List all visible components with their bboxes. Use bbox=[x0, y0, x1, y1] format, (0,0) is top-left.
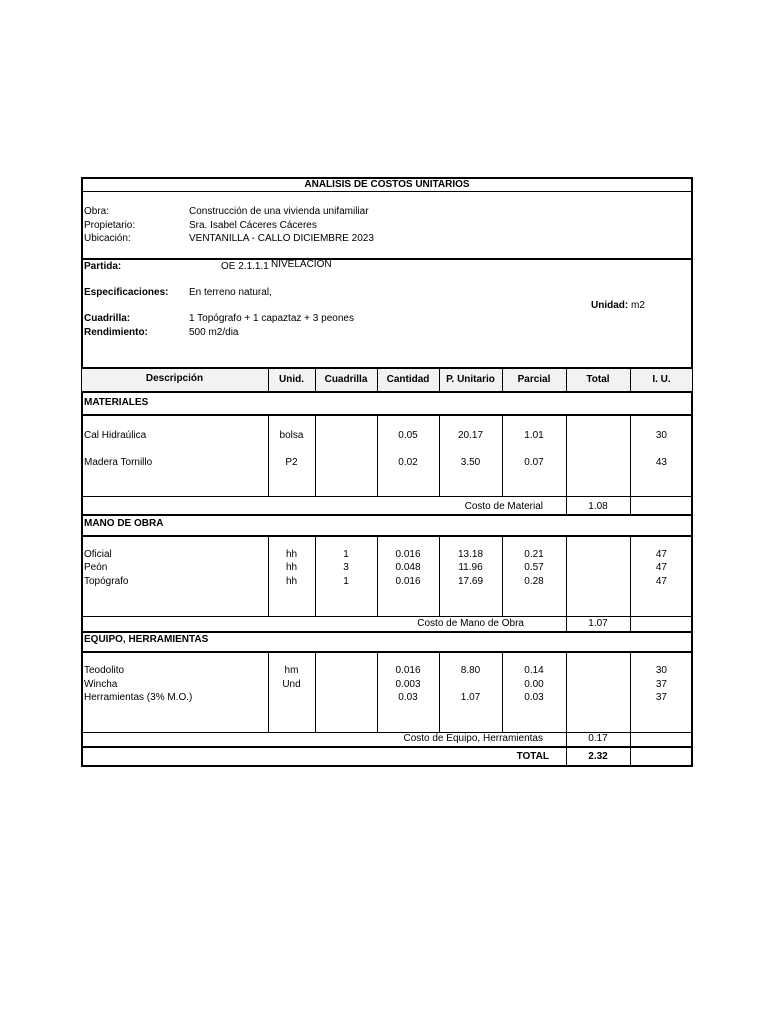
cuadrilla-label: Cuadrilla: bbox=[84, 313, 131, 324]
cuadrilla-value: 1 Topógrafo + 1 capaztaz + 3 peones bbox=[189, 313, 354, 324]
row-iu: 37 bbox=[655, 692, 667, 703]
col-cantidad: Cantidad bbox=[386, 374, 430, 385]
row-cantidad: 0.016 bbox=[395, 576, 421, 587]
row-cuadrilla: 3 bbox=[343, 562, 349, 573]
unidad-value: m2 bbox=[631, 300, 645, 311]
row-pu: 1.07 bbox=[460, 692, 481, 703]
especificaciones-label: Especificaciones: bbox=[84, 287, 169, 298]
row-parcial: 0.03 bbox=[524, 692, 544, 703]
obra-label: Obra: bbox=[84, 206, 110, 217]
total-value: 2.32 bbox=[588, 751, 608, 762]
row-iu: 37 bbox=[655, 679, 667, 690]
subtotal-equipo-value: 0.17 bbox=[588, 733, 608, 744]
row-unid: hh bbox=[285, 576, 298, 587]
row-desc: Wincha bbox=[84, 679, 118, 690]
row-unid: P2 bbox=[285, 457, 298, 468]
partida-name: NIVELACION bbox=[271, 259, 332, 270]
row-iu: 30 bbox=[655, 665, 667, 676]
row-parcial: 0.57 bbox=[524, 562, 544, 573]
row-unid: hh bbox=[285, 562, 298, 573]
partida-label: Partida: bbox=[84, 261, 122, 272]
rendimiento-value: 500 m2/dia bbox=[189, 327, 239, 338]
row-unid: Und bbox=[282, 679, 301, 690]
row-parcial: 0.21 bbox=[524, 549, 544, 560]
row-parcial: 1.01 bbox=[524, 430, 544, 441]
obra-value: Construcción de una vivienda unifamiliar bbox=[189, 206, 369, 217]
row-cantidad: 0.02 bbox=[398, 457, 418, 468]
section-materiales-title: MATERIALES bbox=[84, 397, 149, 408]
row-cantidad: 0.05 bbox=[398, 430, 418, 441]
row-desc: Cal Hidraúlica bbox=[84, 430, 147, 441]
row-pu: 17.69 bbox=[457, 576, 484, 587]
row-cuadrilla: 1 bbox=[343, 549, 349, 560]
row-cuadrilla: 1 bbox=[343, 576, 349, 587]
row-parcial: 0.14 bbox=[524, 665, 544, 676]
row-pu: 8.80 bbox=[460, 665, 481, 676]
row-cantidad: 0.048 bbox=[395, 562, 421, 573]
total-label: TOTAL bbox=[516, 751, 549, 762]
ubicacion-label: Ubicación: bbox=[84, 233, 131, 244]
rendimiento-label: Rendimiento: bbox=[84, 327, 148, 338]
row-desc: Teodolito bbox=[84, 665, 125, 676]
subtotal-equipo-label: Costo de Equipo, Herramientas bbox=[403, 733, 543, 744]
subtotal-mano-obra-value: 1.07 bbox=[588, 618, 608, 629]
cost-analysis-sheet bbox=[81, 177, 693, 767]
sheet-title: ANALISIS DE COSTOS UNITARIOS bbox=[304, 179, 470, 190]
ubicacion-value: VENTANILLA - CALLO DICIEMBRE 2023 bbox=[189, 233, 374, 244]
col-unid: Unid. bbox=[279, 374, 304, 385]
propietario-label: Propietario: bbox=[84, 220, 136, 231]
row-unid: bolsa bbox=[279, 430, 304, 441]
row-desc: Herramientas (3% M.O.) bbox=[84, 692, 193, 703]
col-cuadrilla: Cuadrilla bbox=[324, 374, 368, 385]
row-pu: 20.17 bbox=[457, 430, 484, 441]
row-desc: Peón bbox=[84, 562, 108, 573]
especificaciones-value: En terreno natural, bbox=[189, 287, 272, 298]
row-iu: 47 bbox=[655, 549, 667, 560]
col-iu: I. U. bbox=[652, 374, 671, 385]
unidad-label: Unidad: bbox=[591, 300, 629, 311]
section-mano-obra-title: MANO DE OBRA bbox=[84, 518, 164, 529]
row-desc: Oficial bbox=[84, 549, 112, 560]
row-cantidad: 0.003 bbox=[395, 679, 421, 690]
col-total: Total bbox=[586, 374, 610, 385]
subtotal-material-label: Costo de Material bbox=[464, 501, 543, 512]
col-parcial: Parcial bbox=[517, 374, 551, 385]
subtotal-mano-obra-label: Costo de Mano de Obra bbox=[417, 618, 524, 629]
row-iu: 30 bbox=[655, 430, 667, 441]
row-unid: hh bbox=[285, 549, 298, 560]
col-punitario: P. Unitario bbox=[446, 374, 495, 385]
row-pu: 13.18 bbox=[457, 549, 484, 560]
col-descripcion: Descripción bbox=[145, 373, 204, 384]
propietario-value: Sra. Isabel Cáceres Cáceres bbox=[189, 220, 317, 231]
partida-code: OE 2.1.1.1 bbox=[221, 261, 269, 272]
subtotal-material-value: 1.08 bbox=[588, 501, 608, 512]
row-iu: 47 bbox=[655, 562, 667, 573]
row-parcial: 0.07 bbox=[524, 457, 544, 468]
section-equipo-title: EQUIPO, HERRAMIENTAS bbox=[84, 634, 209, 645]
row-desc: Madera Tornillo bbox=[84, 457, 153, 468]
row-pu: 3.50 bbox=[460, 457, 481, 468]
row-parcial: 0.00 bbox=[524, 679, 544, 690]
row-parcial: 0.28 bbox=[524, 576, 544, 587]
row-cantidad: 0.016 bbox=[395, 549, 421, 560]
row-desc: Topógrafo bbox=[84, 576, 129, 587]
row-unid: hm bbox=[284, 665, 299, 676]
row-cantidad: 0.016 bbox=[395, 665, 421, 676]
row-iu: 47 bbox=[655, 576, 667, 587]
row-cantidad: 0.03 bbox=[398, 692, 418, 703]
row-pu: 11.96 bbox=[458, 562, 483, 573]
row-iu: 43 bbox=[655, 457, 667, 468]
